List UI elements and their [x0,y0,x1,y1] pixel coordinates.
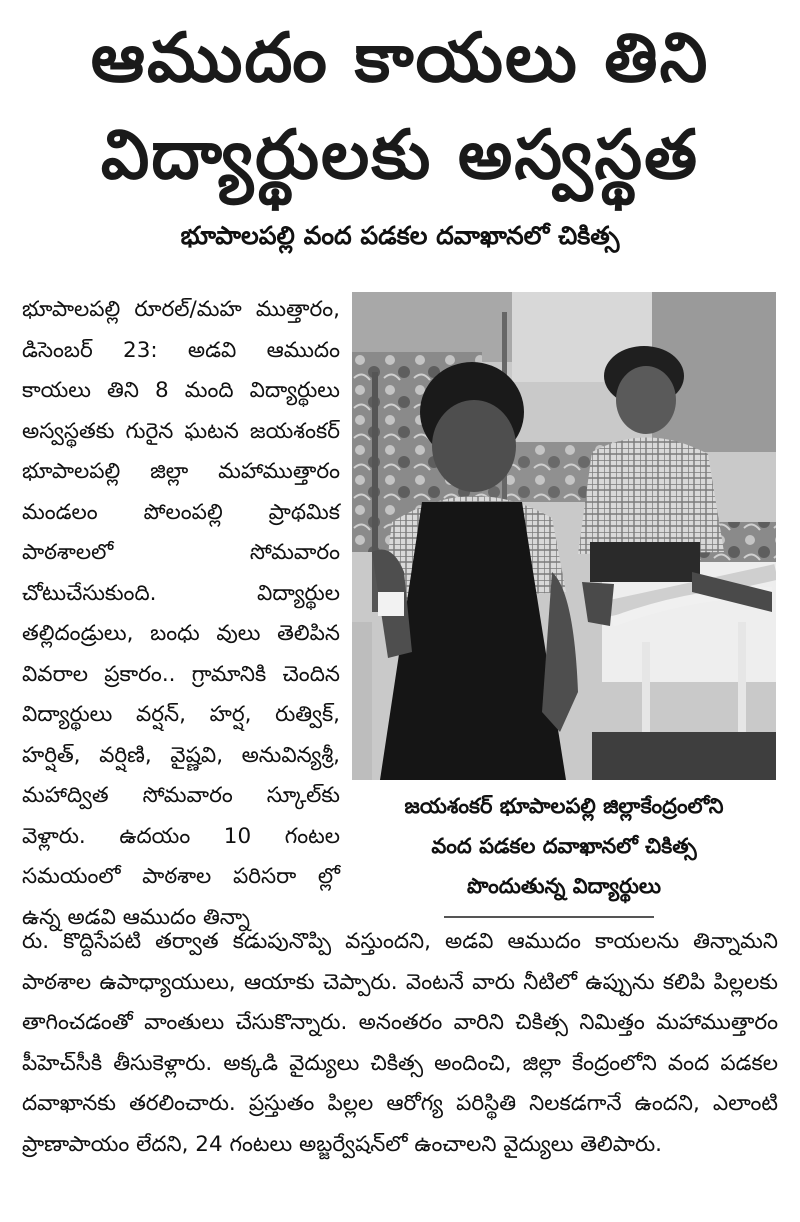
headline-line-1: ఆముదం కాయలు తిని [90,19,710,98]
caption-divider [444,916,654,918]
caption-line-3: పొందుతున్న విద్యార్థులు [466,874,662,898]
article-continuation-text: రు. కొద్దిసేపటి తర్వాత కడుపునొప్పి వస్తుందని, అడవి ఆముదం కాయలను తిన్నామని పాఠశాల ఉపాధ్యాయులు, ఆయాకు చెప్పారు. వెంటనే వారు నీటిలో ఉప్పును కలిపి పిల్లలకు తాగించడంతో వాంతులు చేసుకొన్నారు. అనంతరం వారిని చికిత్స నిమిత్తం మహాముత్తారం పీహెచ్‌సీకి తీసుకెళ్లారు. అక్కడి వైద్యులు చికిత్స అందించి, జిల్లా కేంద్రంలోని వంద పడకల దవాఖానకు తరలించారు. ప్రస్తుతం పిల్లల ఆరోగ్య పరిస్థితి నిలకడగానే ఉందని, ఎలాంటి ప్రాణాపాయం లేదని, 24 గంటలు అబ్జర్వేషన్‌లో ఉంచాలని వైద్యులు తెలిపారు. [22,929,778,1157]
subheadline: భూపాలపల్లి వంద పడకల దవాఖానలో చికిత్స [180,221,620,250]
news-photo [352,292,776,780]
caption-line-1: జయశంకర్ భూపాలపల్లి జిల్లాకేంద్రంలోని [404,794,724,818]
article-continuation [22,922,778,1165]
article-column [22,290,340,938]
caption-line-2: వంద పడకల దవాఖానలో చికిత్స [431,834,697,858]
photo-caption [352,786,776,906]
hospital-photo-illustration [352,292,776,780]
headline-line-2: విద్యార్థులకు అస్వస్థత [100,116,700,195]
article-column-text: భూపాలపల్లి రూరల్/మహ ముత్తారం, డిసెంబర్ 23: అడవి ఆముదం కాయలు తిని 8 మంది విద్యార్థులు అస్వస్థతకు గురైన ఘటన జయశంకర్ భూపాలపల్లి జిల్లా మహాముత్తారం మండలం పోలంపల్లి ప్రాథమిక పాఠశాలలో సోమవారం చోటుచేసుకుంది. విద్యార్థుల తల్లిదండ్రులు, బంధు వులు తెలిపిన వివరాల ప్రకారం.. గ్రామానికి చెందిన విద్యార్థులు వర్షన్, హర్ష, రుత్విక్, హర్షిత్, వర్షిణి, వైష్ణవి, అనువిన్యశ్రీ, మహాద్విత సోమవారం స్కూల్‌కు వెళ్లారు. ఉదయం 10 గంటల సమయంలో పాఠశాల పరిసరా ల్లో ఉన్న అడవి ఆముదం తిన్నా [22,297,340,930]
